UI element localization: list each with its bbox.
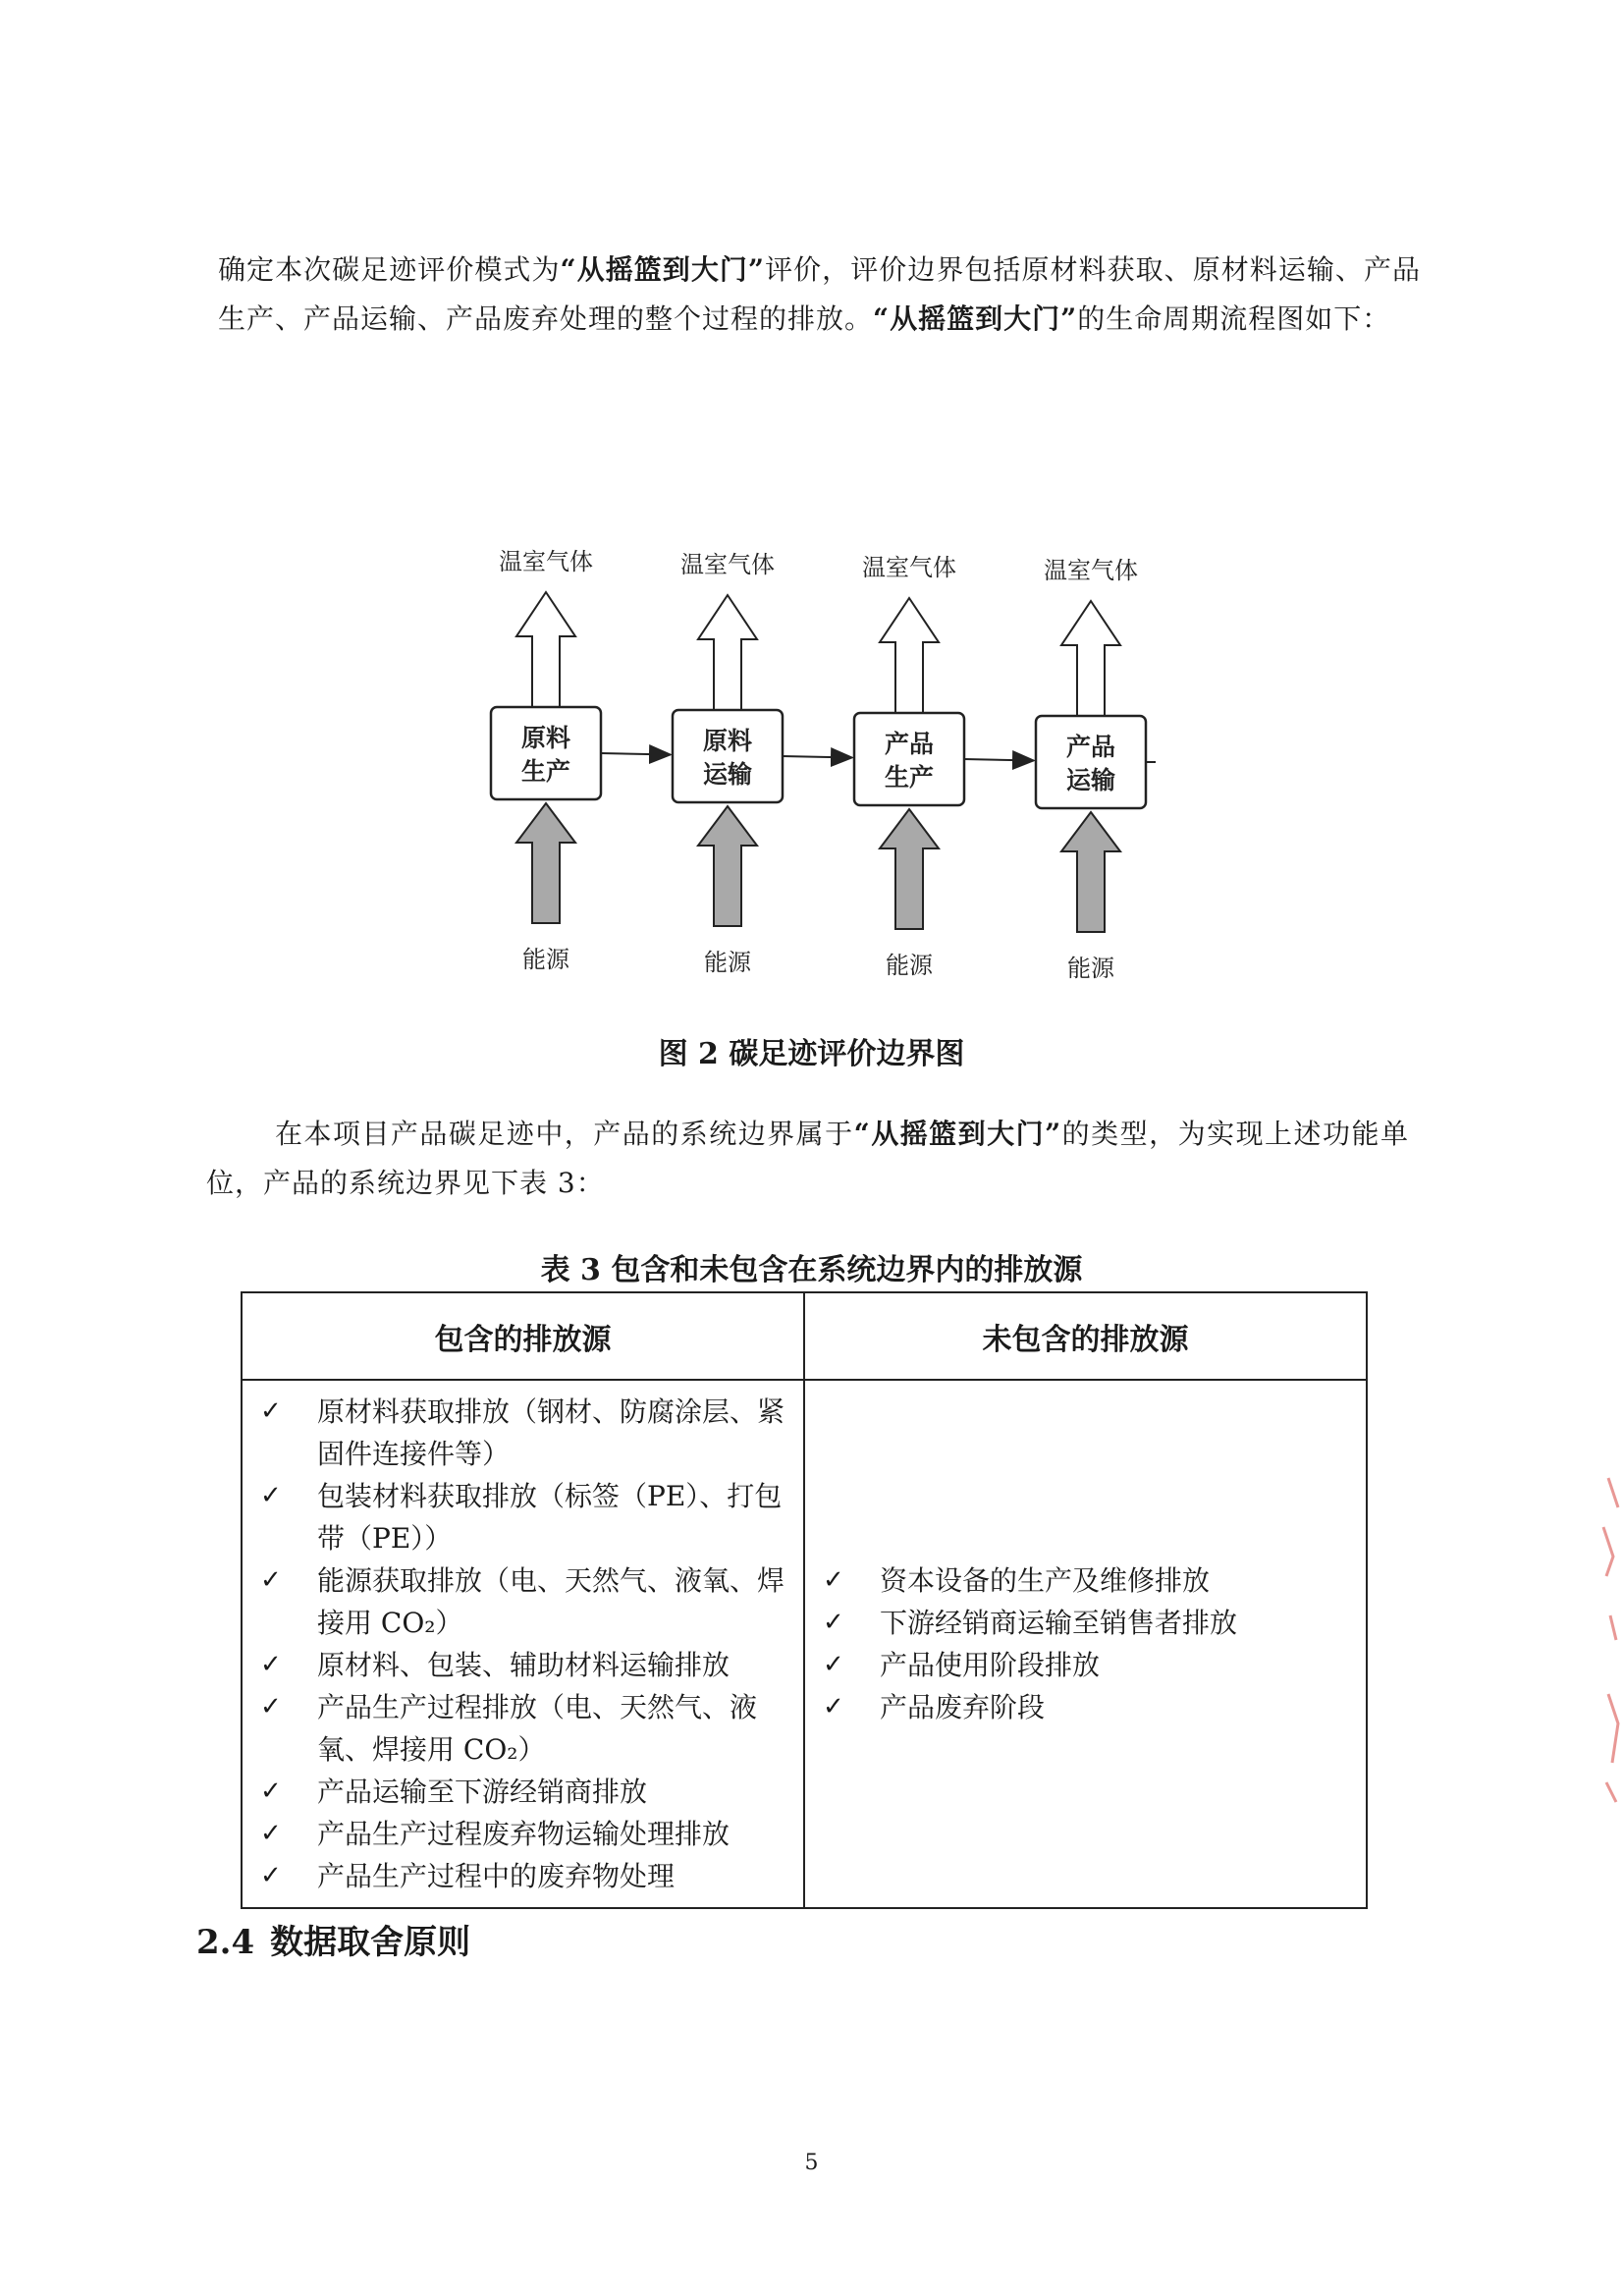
checkmark-icon: ✓	[260, 1692, 282, 1722]
included-item-text: 能源获取排放（电、天然气、液氧、焊接用 CO₂）	[317, 1564, 785, 1639]
included-item	[260, 1391, 793, 1475]
stage-label-line2: 生产	[884, 763, 935, 792]
included-item	[260, 1686, 793, 1771]
included-item-text: 产品生产过程中的废弃物处理	[317, 1860, 676, 1892]
stage-label-line1: 产品	[1065, 733, 1116, 761]
emission-source-table	[241, 1291, 1368, 1909]
energy-arrow	[1061, 812, 1120, 932]
included-item-text: 产品生产过程排放（电、天然气、液氧、焊接用 CO₂）	[317, 1691, 758, 1766]
checkmark-icon: ✓	[260, 1565, 282, 1595]
included-item	[260, 1771, 793, 1813]
flow-arrow	[783, 756, 852, 758]
stamp-edge-mark	[1589, 1468, 1623, 1812]
boundary-paragraph: 在本项目产品碳足迹中，产品的系统边界属于“从摇篮到大门”的类型，为实现上述功能单位，产品的系统边界见下表 3：	[206, 1118, 1409, 1199]
checkmark-icon: ✓	[260, 1396, 282, 1426]
excluded-item-text: 资本设备的生产及维修排放	[880, 1564, 1211, 1597]
header-excluded: 未包含的排放源	[804, 1292, 1367, 1380]
stage-label-line2: 运输	[1065, 766, 1116, 794]
included-item-text: 原材料、包装、辅助材料运输排放	[317, 1649, 730, 1681]
energy-arrow	[516, 803, 575, 923]
ghg-label: 温室气体	[862, 554, 956, 581]
checkmark-icon: ✓	[260, 1481, 282, 1510]
included-item-text: 原材料获取排放（钢材、防腐涂层、紧固件连接件等）	[317, 1395, 785, 1470]
ghg-label: 温室气体	[1044, 557, 1138, 584]
intro-paragraph: 确定本次碳足迹评价模式为“从摇篮到大门”评价，评价边界包括原材料获取、原材料运输、产品生产、产品运输、产品废弃处理的整个过程的排放。“从摇篮到大门”的生命周期流程图如下：	[218, 253, 1421, 335]
included-item	[260, 1855, 793, 1897]
emission-arrow	[880, 598, 939, 713]
checkmark-icon: ✓	[260, 1861, 282, 1890]
emission-arrow	[516, 592, 575, 707]
checkmark-icon: ✓	[823, 1692, 844, 1722]
table-caption: 表 3 包含和未包含在系统边界内的排放源	[540, 1253, 1083, 1287]
section-number: 2.4	[196, 1923, 255, 1962]
figure-caption: 图 2 碳足迹评价边界图	[658, 1037, 965, 1071]
included-item-text: 包装材料获取排放（标签（PE）、打包带（PE））	[317, 1480, 783, 1555]
energy-arrow	[880, 809, 939, 929]
flow-arrow	[601, 753, 671, 755]
excluded-item	[823, 1602, 1356, 1644]
stage-label-line1: 产品	[884, 730, 935, 758]
included-item	[260, 1559, 793, 1644]
checkmark-icon: ✓	[260, 1650, 282, 1679]
excluded-item	[823, 1559, 1356, 1602]
energy-arrow	[698, 806, 757, 926]
checkmark-icon: ✓	[823, 1608, 844, 1637]
boundary-flow-diagram	[461, 535, 1188, 997]
excluded-cell	[804, 1380, 1367, 1908]
emission-arrow	[1061, 601, 1120, 716]
page-number: 5	[804, 2151, 819, 2175]
excluded-item-text: 下游经销商运输至销售者排放	[880, 1607, 1238, 1639]
energy-label: 能源	[1067, 955, 1114, 982]
section-title: 数据取舍原则	[270, 1923, 471, 1962]
included-cell	[242, 1380, 804, 1908]
checkmark-icon: ✓	[260, 1777, 282, 1806]
energy-label: 能源	[522, 946, 569, 973]
header-included: 包含的排放源	[242, 1292, 804, 1380]
ghg-label: 温室气体	[499, 548, 593, 575]
excluded-item	[823, 1686, 1356, 1728]
checkmark-icon: ✓	[260, 1819, 282, 1848]
checkmark-icon: ✓	[823, 1565, 844, 1595]
section-heading	[196, 1915, 470, 1963]
included-item	[260, 1644, 793, 1686]
included-item	[260, 1475, 793, 1559]
ghg-label: 温室气体	[680, 551, 775, 578]
included-item	[260, 1813, 793, 1855]
flow-arrow	[964, 759, 1034, 761]
stage-label-line2: 生产	[520, 757, 571, 786]
checkmark-icon: ✓	[823, 1650, 844, 1679]
excluded-item-text: 产品使用阶段排放	[880, 1649, 1101, 1681]
included-list	[243, 1381, 803, 1907]
stage-label-line1: 原料	[520, 724, 571, 752]
stage-label-line1: 原料	[702, 727, 753, 755]
energy-label: 能源	[886, 952, 933, 979]
excluded-item	[823, 1644, 1356, 1686]
excluded-item-text: 产品废弃阶段	[880, 1691, 1046, 1723]
included-item-text: 产品生产过程废弃物运输处理排放	[317, 1818, 730, 1850]
stage-label-line2: 运输	[702, 760, 753, 789]
energy-label: 能源	[704, 949, 751, 976]
excluded-list	[805, 1550, 1366, 1738]
included-item-text: 产品运输至下游经销商排放	[317, 1776, 648, 1808]
emission-arrow	[698, 595, 757, 710]
